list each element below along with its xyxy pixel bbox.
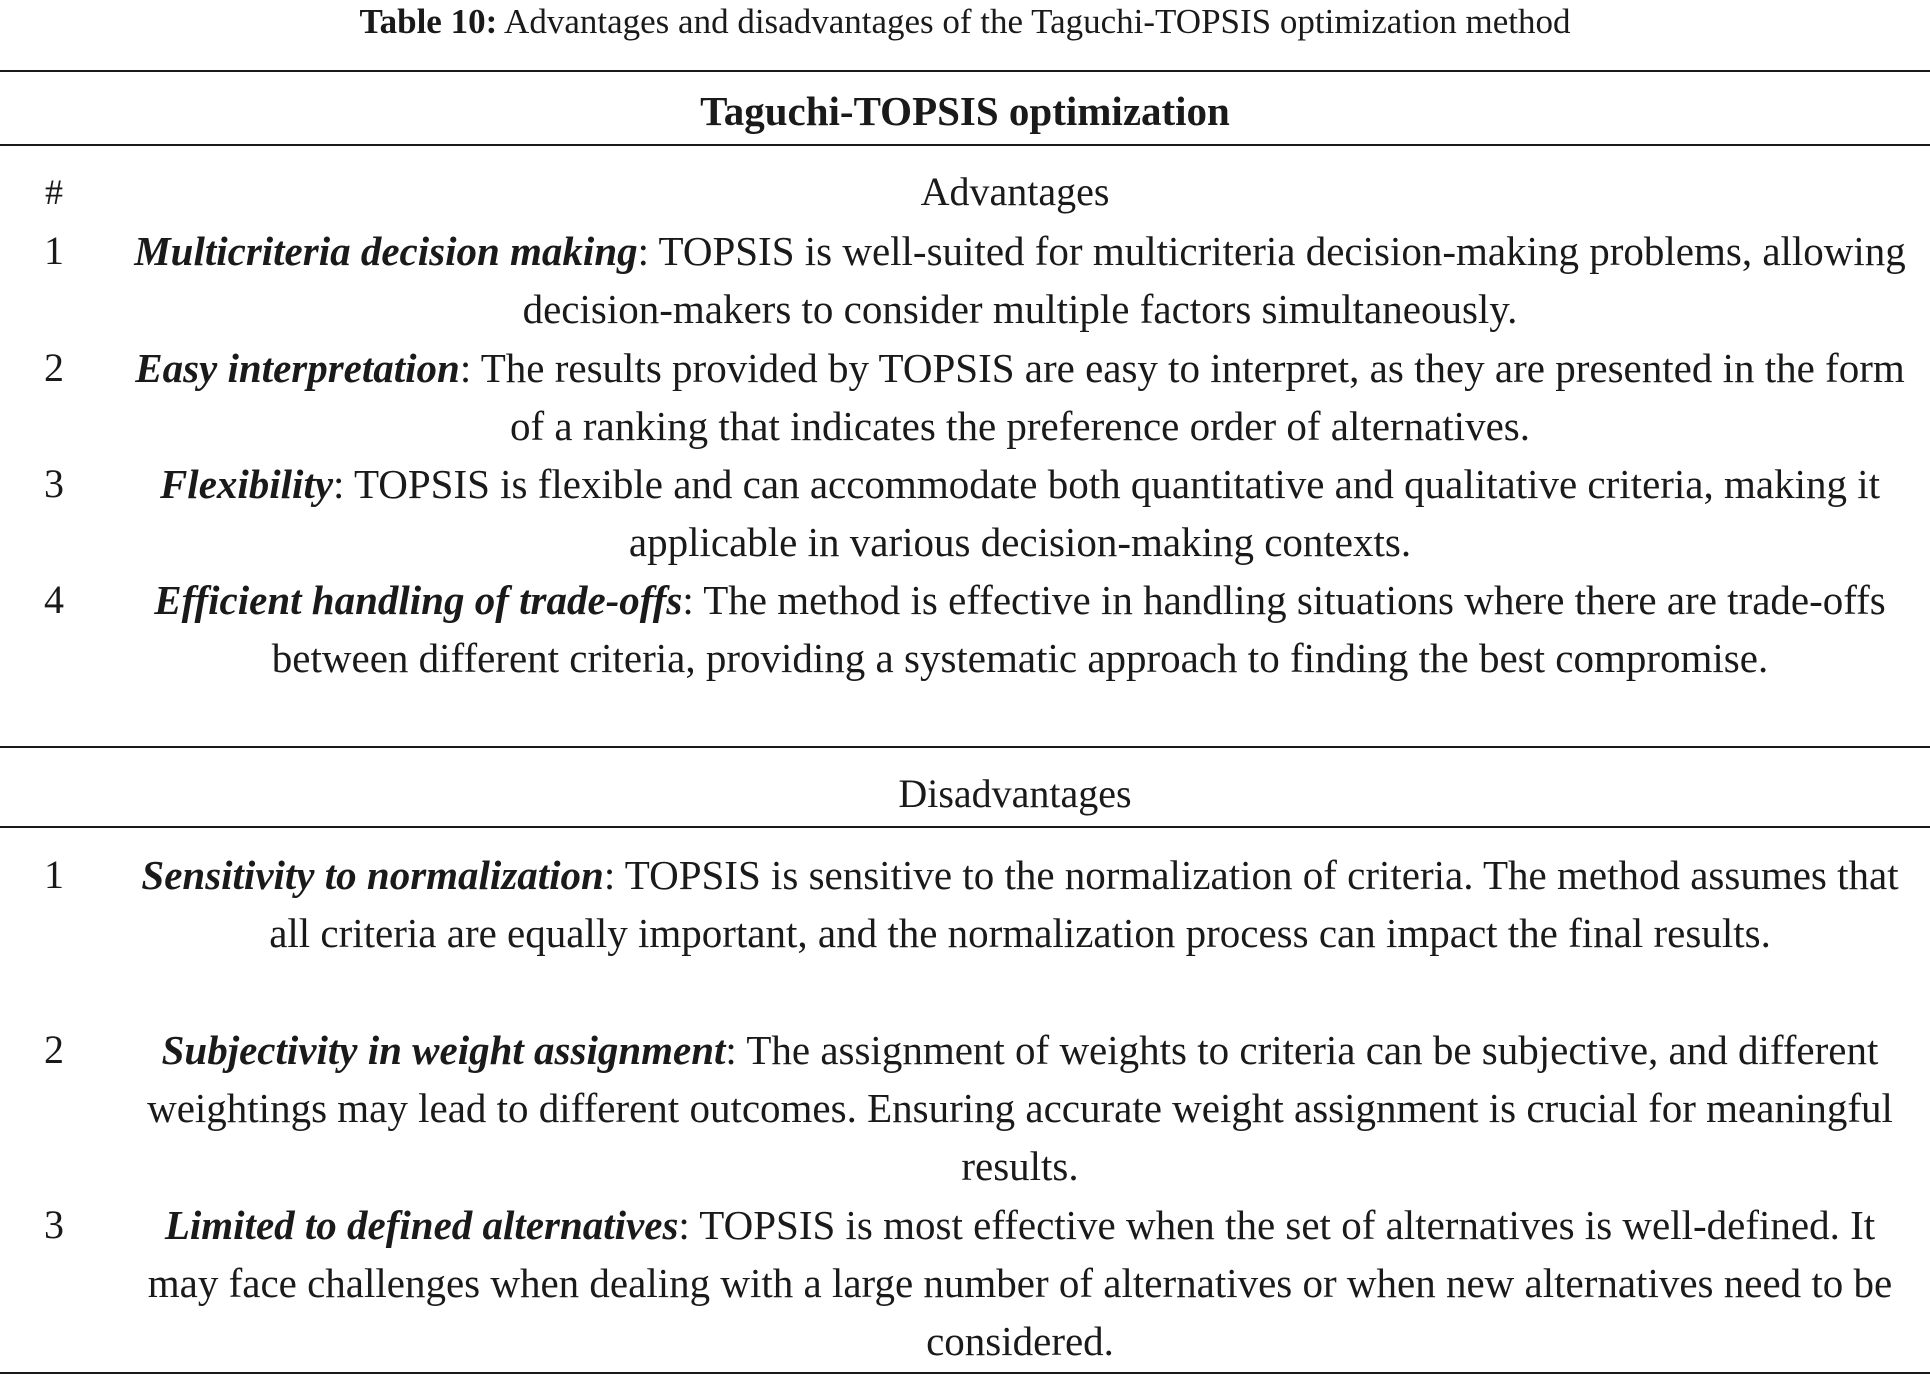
row-description: : TOPSIS is flexible and can accommodate both quantitative and qualitative criteria, making it applicable in various decision-making contexts. bbox=[333, 461, 1881, 565]
row-description: : TOPSIS is well-suited for multicriteria decision-making problems, allowing decision-makers to consider multiple factors simultaneously. bbox=[522, 228, 1906, 332]
table-title: Taguchi-TOPSIS optimization bbox=[700, 88, 1230, 134]
title-rule bbox=[0, 144, 1930, 146]
row-description: : The assignment of weights to criteria can be subjective, and different weightings may lead to different outcomes. Ensuring accurate weight assignment is crucial for meaningful results. bbox=[147, 1027, 1893, 1189]
row-term: Subjectivity in weight assignment bbox=[161, 1027, 726, 1073]
row-term: Sensitivity to normalization bbox=[141, 852, 604, 898]
row-term: Limited to defined alternatives bbox=[164, 1202, 679, 1248]
row-number: 3 bbox=[44, 461, 64, 506]
table-caption bbox=[0, 2, 1930, 42]
advantages-bottom-rule bbox=[0, 746, 1930, 748]
bottom-rule bbox=[0, 1372, 1930, 1374]
row-term: Easy interpretation bbox=[135, 345, 460, 391]
row-term: Efficient handling of trade-offs bbox=[154, 577, 683, 623]
row-number: 1 bbox=[44, 852, 64, 897]
disadvantages-header-rule bbox=[0, 826, 1930, 828]
row-description: : The results provided by TOPSIS are easy to interpret, as they are presented in the form of a ranking that indicates the preference order of alternatives. bbox=[459, 345, 1905, 449]
row-text bbox=[130, 1196, 1910, 1370]
row-text bbox=[130, 571, 1910, 687]
row-text bbox=[130, 222, 1910, 338]
row-text bbox=[130, 455, 1910, 571]
row-description: : TOPSIS is sensitive to the normalization of criteria. The method assumes that all criteria are equally important, and the normalization process can impact the final results. bbox=[269, 852, 1899, 956]
top-rule bbox=[0, 70, 1930, 72]
row-term: Flexibility bbox=[159, 461, 334, 507]
advantages-header: Advantages bbox=[920, 169, 1110, 214]
row-text bbox=[130, 1021, 1910, 1195]
row-number: 2 bbox=[44, 345, 64, 390]
row-term: Multicriteria decision making bbox=[134, 228, 638, 274]
row-number: 4 bbox=[44, 577, 64, 622]
caption-text: Advantages and disadvantages of the Taguchi-TOPSIS optimization method bbox=[497, 2, 1571, 41]
row-description: : TOPSIS is most effective when the set of alternatives is well-defined. It may face challenges when dealing with a large number of alternatives or when new alternatives need to be considered. bbox=[147, 1202, 1893, 1364]
number-column-header: # bbox=[45, 172, 63, 212]
row-number: 1 bbox=[44, 228, 64, 273]
row-text bbox=[130, 846, 1910, 962]
row-number: 2 bbox=[44, 1027, 64, 1072]
caption-label: Table 10: bbox=[359, 2, 498, 41]
row-description: : The method is effective in handling situations where there are trade-offs between different criteria, providing a systematic approach to finding the best compromise. bbox=[271, 577, 1886, 681]
row-number: 3 bbox=[44, 1202, 64, 1247]
row-text bbox=[130, 339, 1910, 455]
disadvantages-header: Disadvantages bbox=[898, 771, 1132, 816]
